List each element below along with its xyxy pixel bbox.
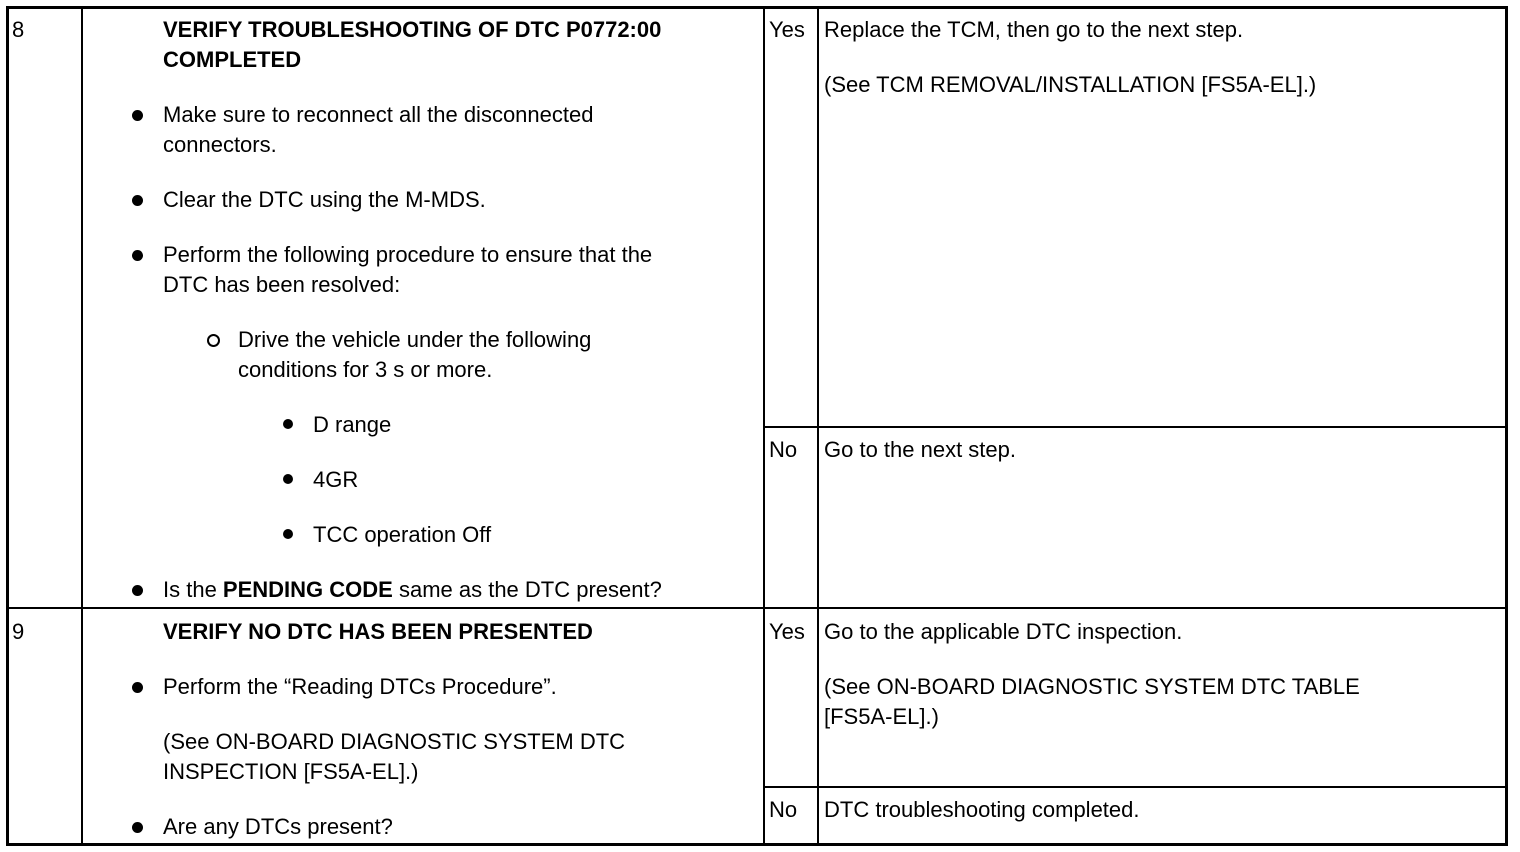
bullet-icon (132, 822, 143, 833)
no-action: DTC troubleshooting completed. (824, 797, 1140, 822)
step-title: VERIFY NO DTC HAS BEEN PRESENTED (163, 619, 593, 644)
bullet-icon (132, 195, 143, 206)
list-item: Perform the following procedure to ensure that the (163, 242, 653, 267)
reference-text: (See ON-BOARD DIAGNOSTIC SYSTEM DTC (163, 729, 626, 754)
list-item: Perform the “Reading DTCs Procedure”. (163, 674, 557, 699)
yes-label: Yes (769, 619, 805, 644)
no-label: No (769, 437, 798, 462)
bullet-icon (132, 110, 143, 121)
sub-list-item-cont: conditions for 3 s or more. (238, 357, 493, 382)
question-text: Are any DTCs present? (163, 814, 393, 839)
bullet-icon (283, 419, 293, 429)
reference-text-cont: INSPECTION [FS5A-EL].) (163, 759, 419, 784)
step-number: 9 (12, 619, 25, 644)
condition-item: 4GR (313, 467, 359, 492)
sub-list-item: Drive the vehicle under the following (238, 327, 592, 352)
condition-item: D range (313, 412, 392, 437)
step-title-cont: COMPLETED (163, 47, 302, 72)
step-number: 8 (12, 17, 25, 42)
yes-label: Yes (769, 17, 805, 42)
list-item: Clear the DTC using the M-MDS. (163, 187, 486, 212)
bullet-icon (132, 250, 143, 261)
row9-yes-no-divider (764, 786, 1506, 788)
yes-action: Replace the TCM, then go to the next step. (824, 17, 1244, 42)
question-text: Is the PENDING CODE same as the DTC present? (163, 577, 662, 602)
bullet-icon (132, 682, 143, 693)
yes-reference: (See TCM REMOVAL/INSTALLATION [FS5A-EL].) (824, 72, 1317, 97)
condition-item: TCC operation Off (313, 522, 492, 547)
no-action: Go to the next step. (824, 437, 1017, 462)
step-title: VERIFY TROUBLESHOOTING OF DTC P0772:00 (163, 17, 662, 42)
yes-reference-cont: [FS5A-EL].) (824, 704, 939, 729)
list-item: Make sure to reconnect all the disconnected (163, 102, 594, 127)
bullet-icon (283, 529, 293, 539)
list-item-cont: connectors. (163, 132, 277, 157)
row-divider (7, 607, 1506, 609)
bullet-icon (283, 474, 293, 484)
yes-action: Go to the applicable DTC inspection. (824, 619, 1183, 644)
row8-yes-no-divider (764, 426, 1506, 428)
no-label: No (769, 797, 798, 822)
col-divider-step (81, 7, 83, 845)
hollow-bullet-icon (207, 334, 220, 347)
bullet-icon (132, 585, 143, 596)
list-item-cont: DTC has been resolved: (163, 272, 401, 297)
yes-reference: (See ON-BOARD DIAGNOSTIC SYSTEM DTC TABLE (824, 674, 1360, 699)
